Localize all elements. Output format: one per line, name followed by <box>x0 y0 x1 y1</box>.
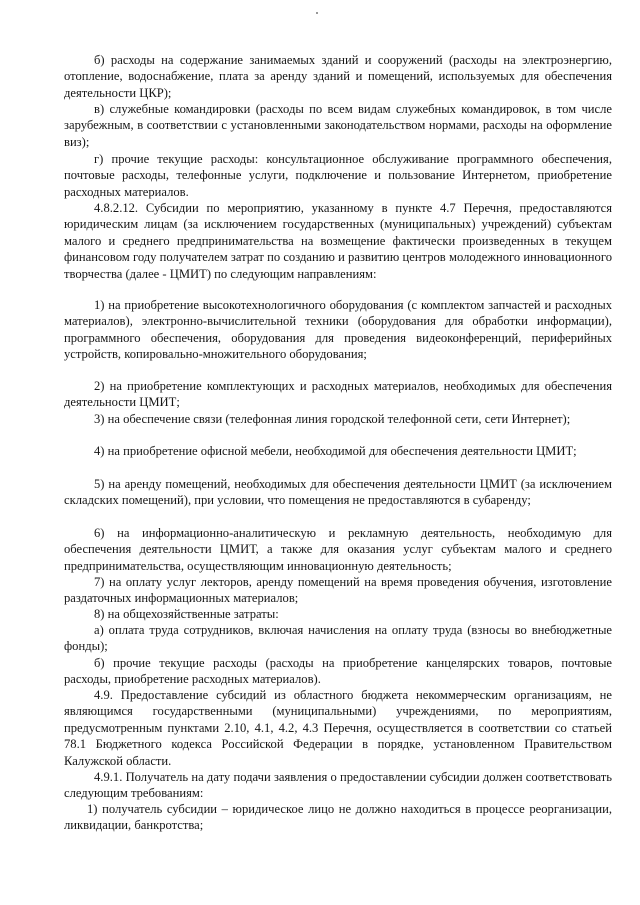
page-mark <box>316 12 318 14</box>
paragraph-v-business-trips: в) служебные командировки (расходы по всем видам служебных командировок, в том числе зарубежным, в соответствии с установленными законодательством нормами, расходы на оформление виз); <box>64 102 612 149</box>
requirement-item-1: 1) получатель субсидии – юридическое лицо не должно находиться в процессе реорганизации, ликвидации, банкротства; <box>64 802 612 833</box>
list-item-8: 8) на общехозяйственные затраты: <box>94 607 279 621</box>
list-item-8a: а) оплата труда сотрудников, включая начисления на оплату труда (взносы во внебюджетные фонды); <box>64 623 612 654</box>
list-item-1: 1) на приобретение высокотехнологичного оборудования (с комплектом запчастей и расходных материалов), электронно-вычислительной техники (оборудования для обработки информации), программного обеспечения, оборудования для проведения видеоконференций, периферийных устройств, копировально-множительного оборудования; <box>64 298 612 362</box>
paragraph-b-buildings: б) расходы на содержание занимаемых зданий и сооружений (расходы на электроэнергию, отопление, водоснабжение, плата за аренду зданий и помещений, используемых для обеспечения деятельности ЦКР); <box>64 53 612 100</box>
paragraph-4-8-2-12: 4.8.2.12. Субсидии по мероприятию, указанному в пункте 4.7 Перечня, предоставляются юридическим лицам (за исключением государственных (муниципальных) учреждений) субъектам малого и среднего предпринимательства на возмещение фактически произведенных в текущем финансовом году получателем затрат по созданию и развитию центров молодежного инновационного творчества (далее - ЦМИТ) по следующим направлениям: <box>64 201 612 281</box>
paragraph-4-9-1: 4.9.1. Получатель на дату подачи заявления о предоставлении субсидии должен соответствовать следующим требованиям: <box>64 770 612 801</box>
list-item-7: 7) на оплату услуг лекторов, аренду помещений на время проведения обучения, изготовление раздаточных информационных материалов; <box>64 575 612 606</box>
paragraph-4-9: 4.9. Предоставление субсидий из областного бюджета некоммерческим организациям, не являющимся государственными (муниципальными) учреждениями, по мероприятиям, предусмотренным пунктами 2.10, 4.1, 4.2, 4.3 Перечня, осуществляется в соответствии со статьей 78.1 Бюджетного кодекса Российской Федерации в порядке, установленном Правительством Калужской области. <box>64 688 612 768</box>
paragraph-g-current-expenses: г) прочие текущие расходы: консультационное обслуживание программного обеспечения, почтовые расходы, телефонные услуги, подключение и пользование Интернетом, приобретение расходных материалов. <box>64 152 612 199</box>
list-item-6: 6) на информационно-аналитическую и рекламную деятельность, необходимую для обеспечения деятельности ЦМИТ, а также для оказания услуг субъектам малого и среднего предпринимательства, осуществляющим инновационную деятельность; <box>64 526 612 573</box>
list-item-3: 3) на обеспечение связи (телефонная линия городской телефонной сети, сети Интернет); <box>94 412 571 426</box>
list-item-5: 5) на аренду помещений, необходимых для обеспечения деятельности ЦМИТ (за исключением складских помещений), при условии, что помещения не предоставляются в субаренду; <box>64 477 612 508</box>
document-page <box>64 0 612 905</box>
list-item-2: 2) на приобретение комплектующих и расходных материалов, необходимых для обеспечения деятельности ЦМИТ; <box>64 379 612 410</box>
list-item-8b: б) прочие текущие расходы (расходы на приобретение канцелярских товаров, почтовые расходы, приобретение расходных материалов). <box>64 656 612 687</box>
list-item-4: 4) на приобретение офисной мебели, необходимой для обеспечения деятельности ЦМИТ; <box>94 444 577 458</box>
